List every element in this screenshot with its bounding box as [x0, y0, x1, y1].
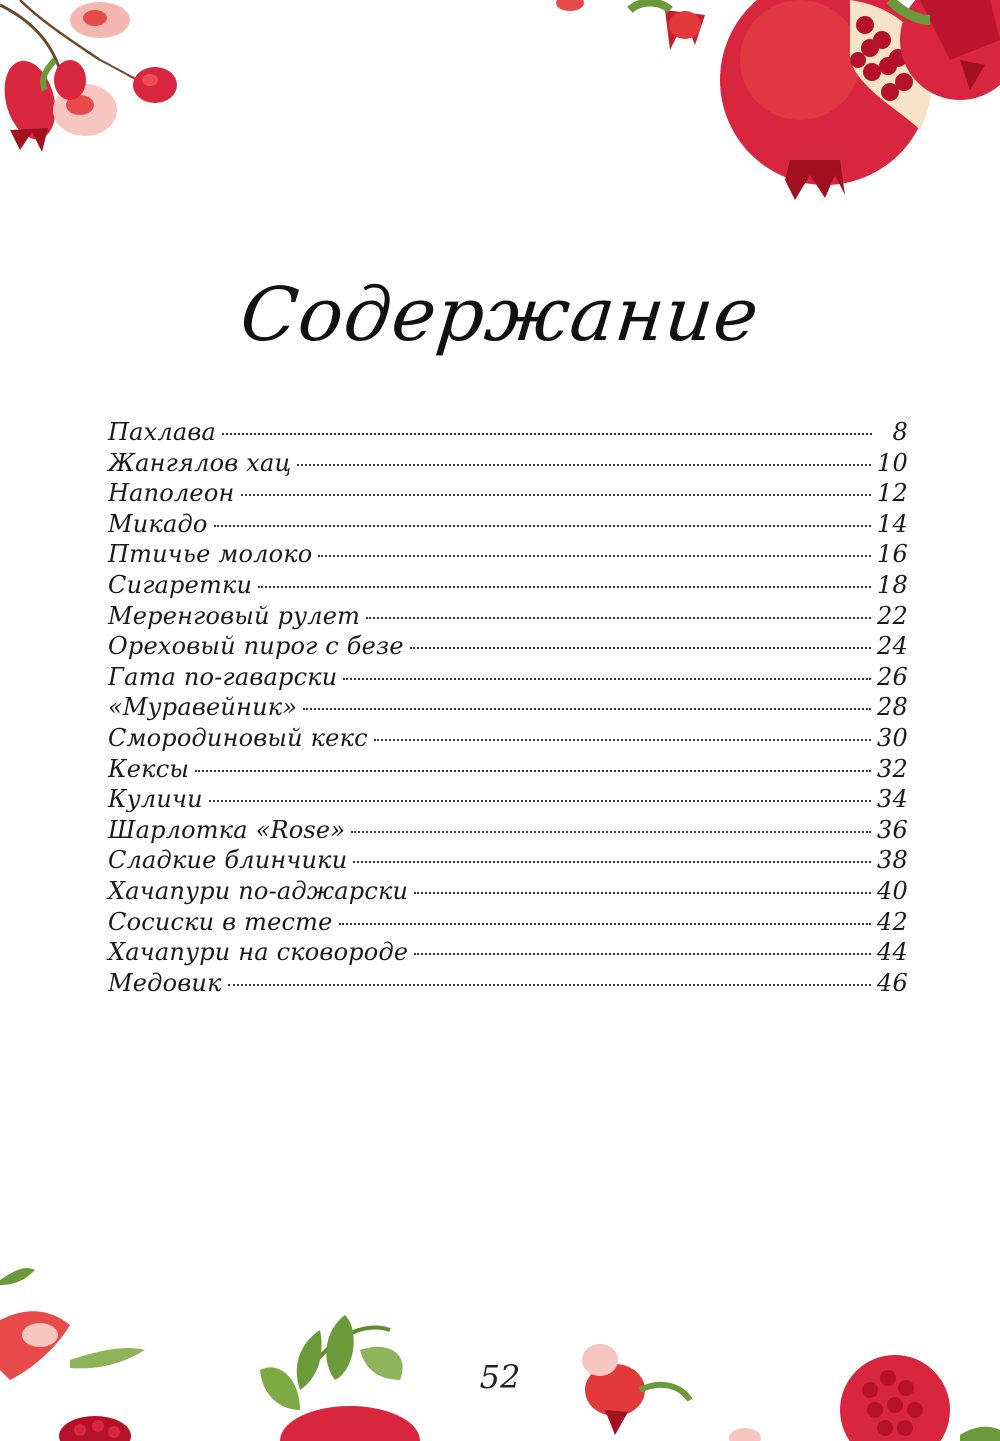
toc-entry[interactable] — [108, 816, 908, 847]
toc-entry-page: 36 — [877, 815, 908, 844]
toc-entry-title: Куличи — [108, 785, 203, 814]
toc-entry-title: Пахлава — [108, 418, 217, 446]
toc-leader-dots — [222, 433, 872, 435]
toc-entry-title: Медовик — [108, 968, 222, 997]
pomegranate-blossom-illustration-top-left — [0, 0, 190, 170]
toc-leader-dots — [209, 800, 871, 802]
toc-entry[interactable] — [108, 724, 908, 755]
toc-entry[interactable] — [108, 969, 908, 1000]
toc-entry-page: 16 — [877, 540, 908, 569]
toc-entry-title: Ореховый пирог с безе — [108, 632, 404, 661]
toc-leader-dots — [228, 984, 871, 986]
toc-entry[interactable] — [108, 540, 908, 571]
toc-entry-page: 8 — [892, 418, 908, 446]
toc-entry[interactable] — [108, 908, 908, 939]
toc-leader-dots — [410, 647, 871, 649]
toc-entry-page: 28 — [877, 693, 908, 722]
toc-leader-dots — [297, 464, 871, 466]
toc-entry-title: Хачапури на сковороде — [108, 938, 409, 967]
toc-leader-dots — [241, 494, 872, 496]
toc-entry-title: Меренговый рулет — [108, 601, 361, 630]
toc-entry-title: Наполеон — [108, 479, 235, 508]
toc-leader-dots — [366, 617, 871, 619]
toc-entry-page: 38 — [877, 846, 908, 875]
toc-entry-title: Смородиновый кекс — [108, 723, 368, 752]
toc-leader-dots — [258, 586, 871, 588]
toc-entry[interactable] — [108, 418, 908, 449]
toc-entry-title: Микадо — [108, 509, 208, 538]
toc-leader-dots — [374, 739, 871, 741]
toc-entry[interactable] — [108, 479, 908, 510]
toc-leader-dots — [351, 831, 871, 833]
toc-leader-dots — [318, 555, 871, 557]
toc-entry-page: 46 — [877, 968, 908, 997]
toc-entry-page: 24 — [877, 632, 908, 661]
toc-entry[interactable] — [108, 755, 908, 786]
toc-entry[interactable] — [108, 785, 908, 816]
toc-entry[interactable] — [108, 938, 908, 969]
toc-entry-page: 14 — [877, 509, 908, 538]
toc-entry-page: 12 — [877, 479, 908, 508]
toc-entry[interactable] — [108, 510, 908, 541]
toc-entry-page: 40 — [877, 876, 908, 905]
page-title: Содержание — [236, 272, 764, 358]
toc-leader-dots — [414, 892, 871, 894]
toc-entry[interactable] — [108, 571, 908, 602]
toc-entry-title: Шарлотка «Rose» — [108, 815, 346, 844]
toc-entry-title: Сосиски в тесте — [108, 907, 333, 936]
toc-entry-page: 30 — [877, 723, 908, 752]
toc-entry-title: Хачапури по-аджарски — [108, 876, 409, 905]
toc-leader-dots — [303, 708, 871, 710]
toc-entry-title: Жангялов хац — [108, 448, 292, 477]
toc-entry-title: Сладкие блинчики — [108, 846, 348, 875]
toc-entry[interactable] — [108, 663, 908, 694]
toc-entry[interactable] — [108, 602, 908, 633]
toc-leader-dots — [195, 770, 871, 772]
pomegranate-fruit-illustration-top-right — [520, 0, 1000, 200]
toc-entry-title: «Муравейник» — [108, 693, 298, 722]
toc-entry-page: 32 — [877, 754, 908, 783]
toc-entry-page: 42 — [877, 907, 908, 936]
toc-entry-title: Кексы — [108, 754, 190, 783]
pomegranate-illustration-bottom — [0, 1260, 1000, 1441]
toc-entry[interactable] — [108, 632, 908, 663]
toc-entry[interactable] — [108, 449, 908, 480]
toc-entry[interactable] — [108, 846, 908, 877]
toc-leader-dots — [414, 953, 871, 955]
toc-entry-title: Сигаретки — [108, 570, 253, 599]
toc-leader-dots — [339, 923, 872, 925]
toc-entry[interactable] — [108, 877, 908, 908]
toc-entry-page: 18 — [877, 570, 908, 599]
toc-entry-page: 26 — [877, 662, 908, 691]
toc-leader-dots — [353, 861, 871, 863]
page-number: 52 — [479, 1358, 521, 1396]
toc-leader-dots — [343, 678, 871, 680]
toc-entry-title: Гата по-гаварски — [108, 662, 338, 691]
toc-entry-page: 10 — [877, 448, 908, 477]
toc-entry-page: 22 — [877, 601, 908, 630]
toc-leader-dots — [214, 525, 872, 527]
toc-entry-page: 44 — [877, 938, 908, 967]
table-of-contents — [108, 418, 908, 999]
toc-entry[interactable] — [108, 693, 908, 724]
toc-entry-title: Птичье молоко — [108, 540, 313, 569]
toc-entry-page: 34 — [877, 785, 908, 814]
